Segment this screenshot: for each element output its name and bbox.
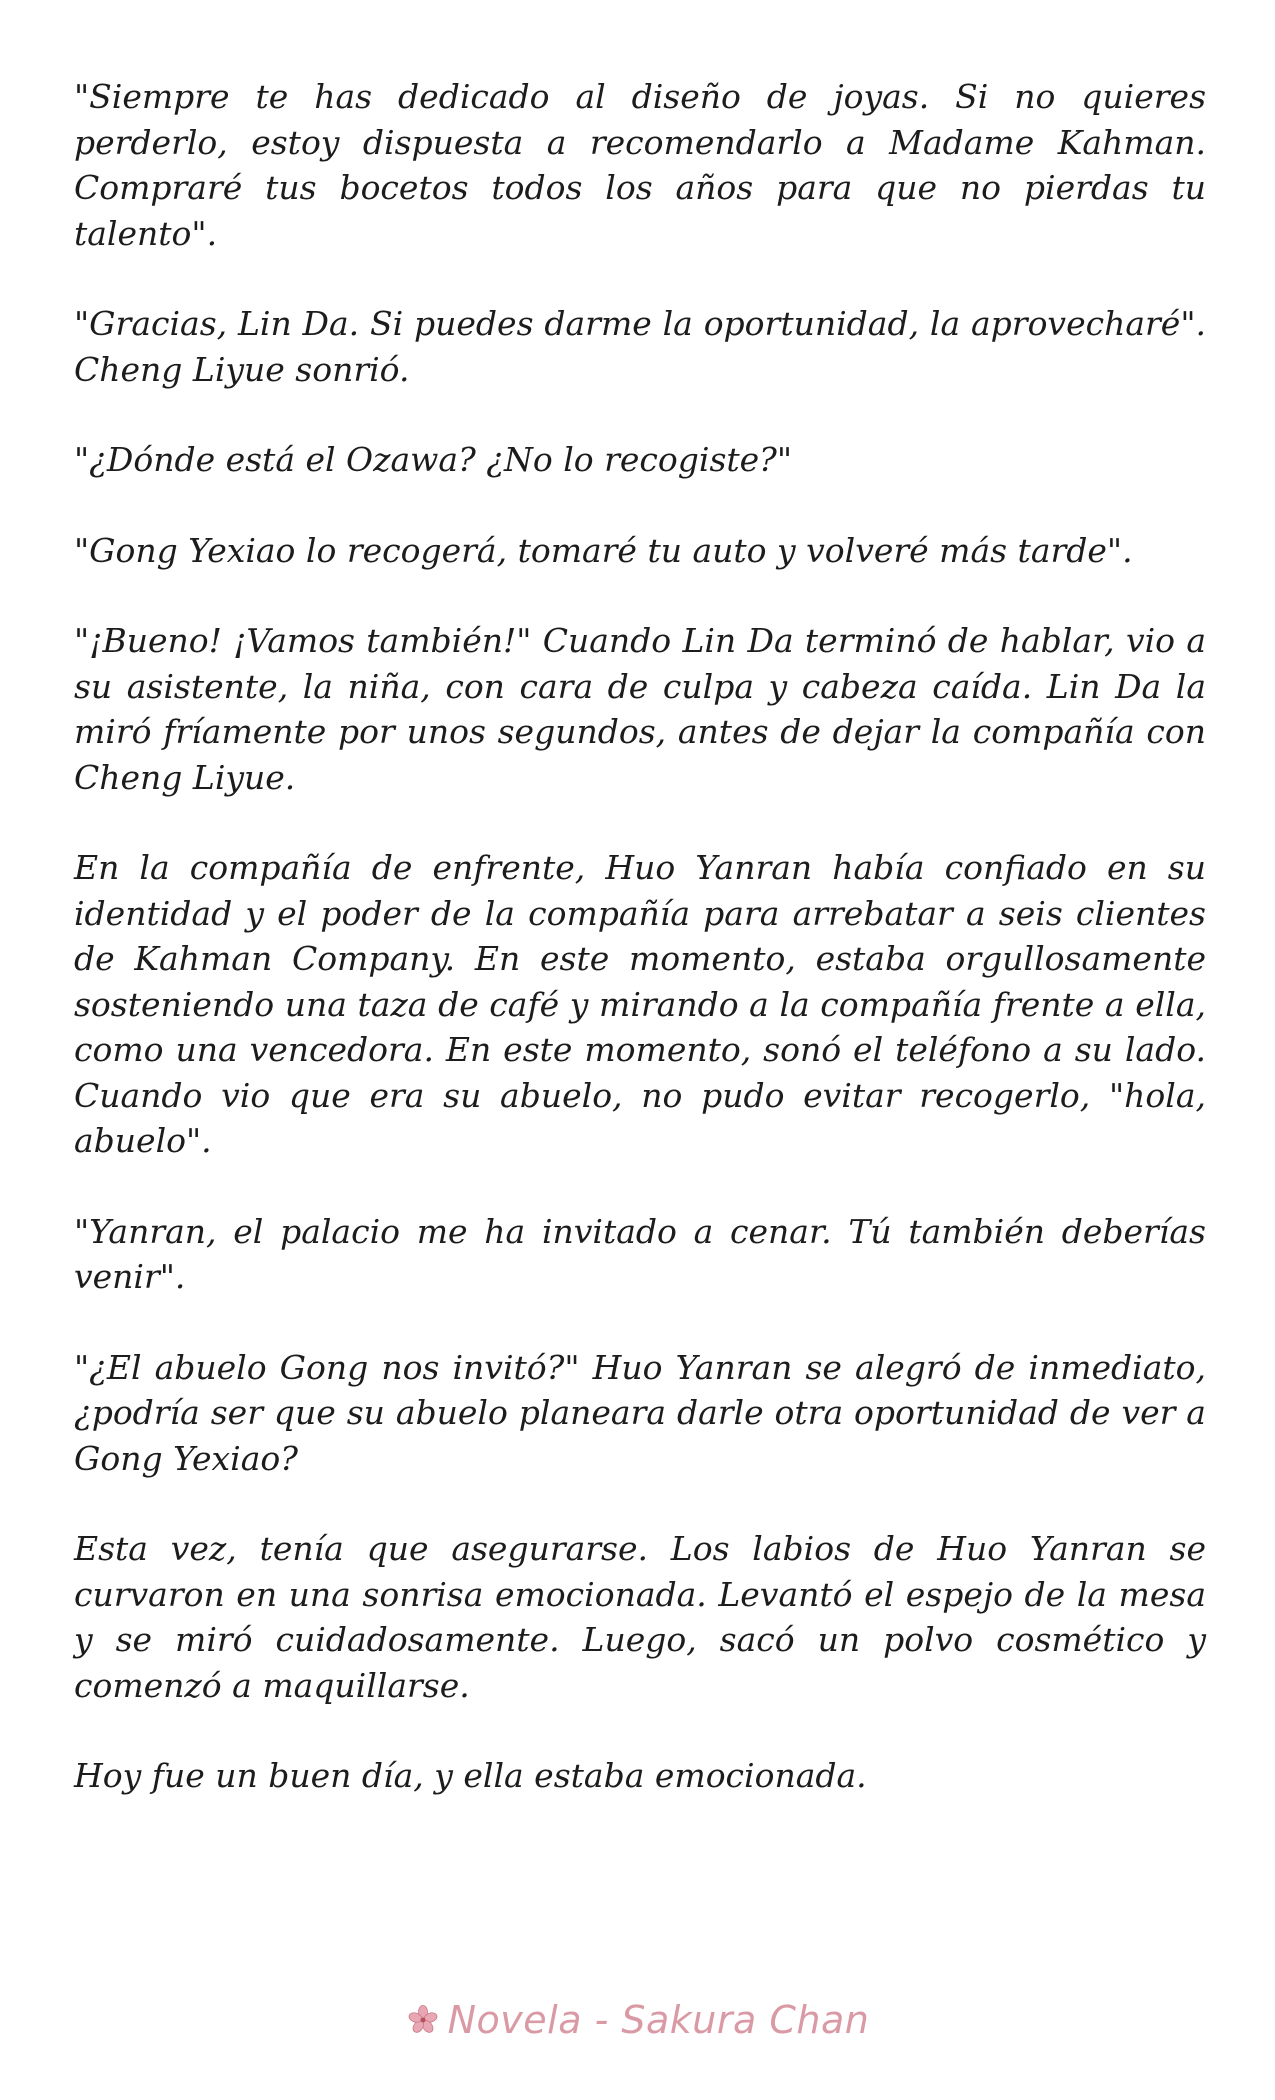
paragraph-9: Esta vez, tenía que asegurarse. Los labios de Huo Yanran se curvaron en una sonrisa emocionada. Levantó el espejo de la mesa y se miró cuidadosamente. Luego, sacó un polvo cosmético y comenzó a maquillarse.: [74, 1529, 1206, 1705]
chapter-text: [74, 74, 1206, 1844]
paragraph-1: "Siempre te has dedicado al diseño de joyas. Si no quieres perderlo, estoy dispuesta a recomendarlo a Madame Kahman. Compraré tus bocetos todos los años para que no pierdas tu talento".: [74, 77, 1206, 253]
watermark-text: Novela - Sakura Chan: [447, 1998, 870, 2042]
paragraph-10: Hoy fue un buen día, y ella estaba emocionada.: [74, 1756, 867, 1795]
paragraph-5: "¡Bueno! ¡Vamos también!" Cuando Lin Da terminó de hablar, vio a su asistente, la niña, con cara de culpa y cabeza caída. Lin Da la miró fríamente por unos segundos, antes de dejar la compañía con Cheng Liyue.: [74, 621, 1206, 797]
watermark-inner: [406, 1998, 870, 2042]
paragraph-6: En la compañía de enfrente, Huo Yanran había confiado en su identidad y el poder de la compañía para arrebatar a seis clientes de Kahman Company. En este momento, estaba orgullosamente sosteniendo una taza de café y mirando a la compañía frente a ella, como una vencedora. En este momento, sonó el teléfono a su lado. Cuando vio que era su abuelo, no pudo evitar recogerlo, "hola, abuelo".: [74, 848, 1206, 1160]
watermark: [0, 1990, 1275, 2050]
paragraph-4: "Gong Yexiao lo recogerá, tomaré tu auto y volveré más tarde".: [74, 530, 1133, 570]
sakura-blossom-icon: [406, 2003, 440, 2037]
paragraph-7: "Yanran, el palacio me ha invitado a cenar. Tú también deberías venir".: [74, 1211, 1206, 1296]
paragraph-2: "Gracias, Lin Da. Si puedes darme la oportunidad, la aprovecharé". Cheng Liyue sonrió.: [74, 304, 1206, 389]
paragraph-3: "¿Dónde está el Ozawa? ¿No lo recogiste?": [74, 440, 793, 479]
paragraph-8: "¿El abuelo Gong nos invitó?" Huo Yanran se alegró de inmediato, ¿podría ser que su abuelo planeara darle otra oportunidad de ver a Gong Yexiao?: [74, 1347, 1206, 1478]
